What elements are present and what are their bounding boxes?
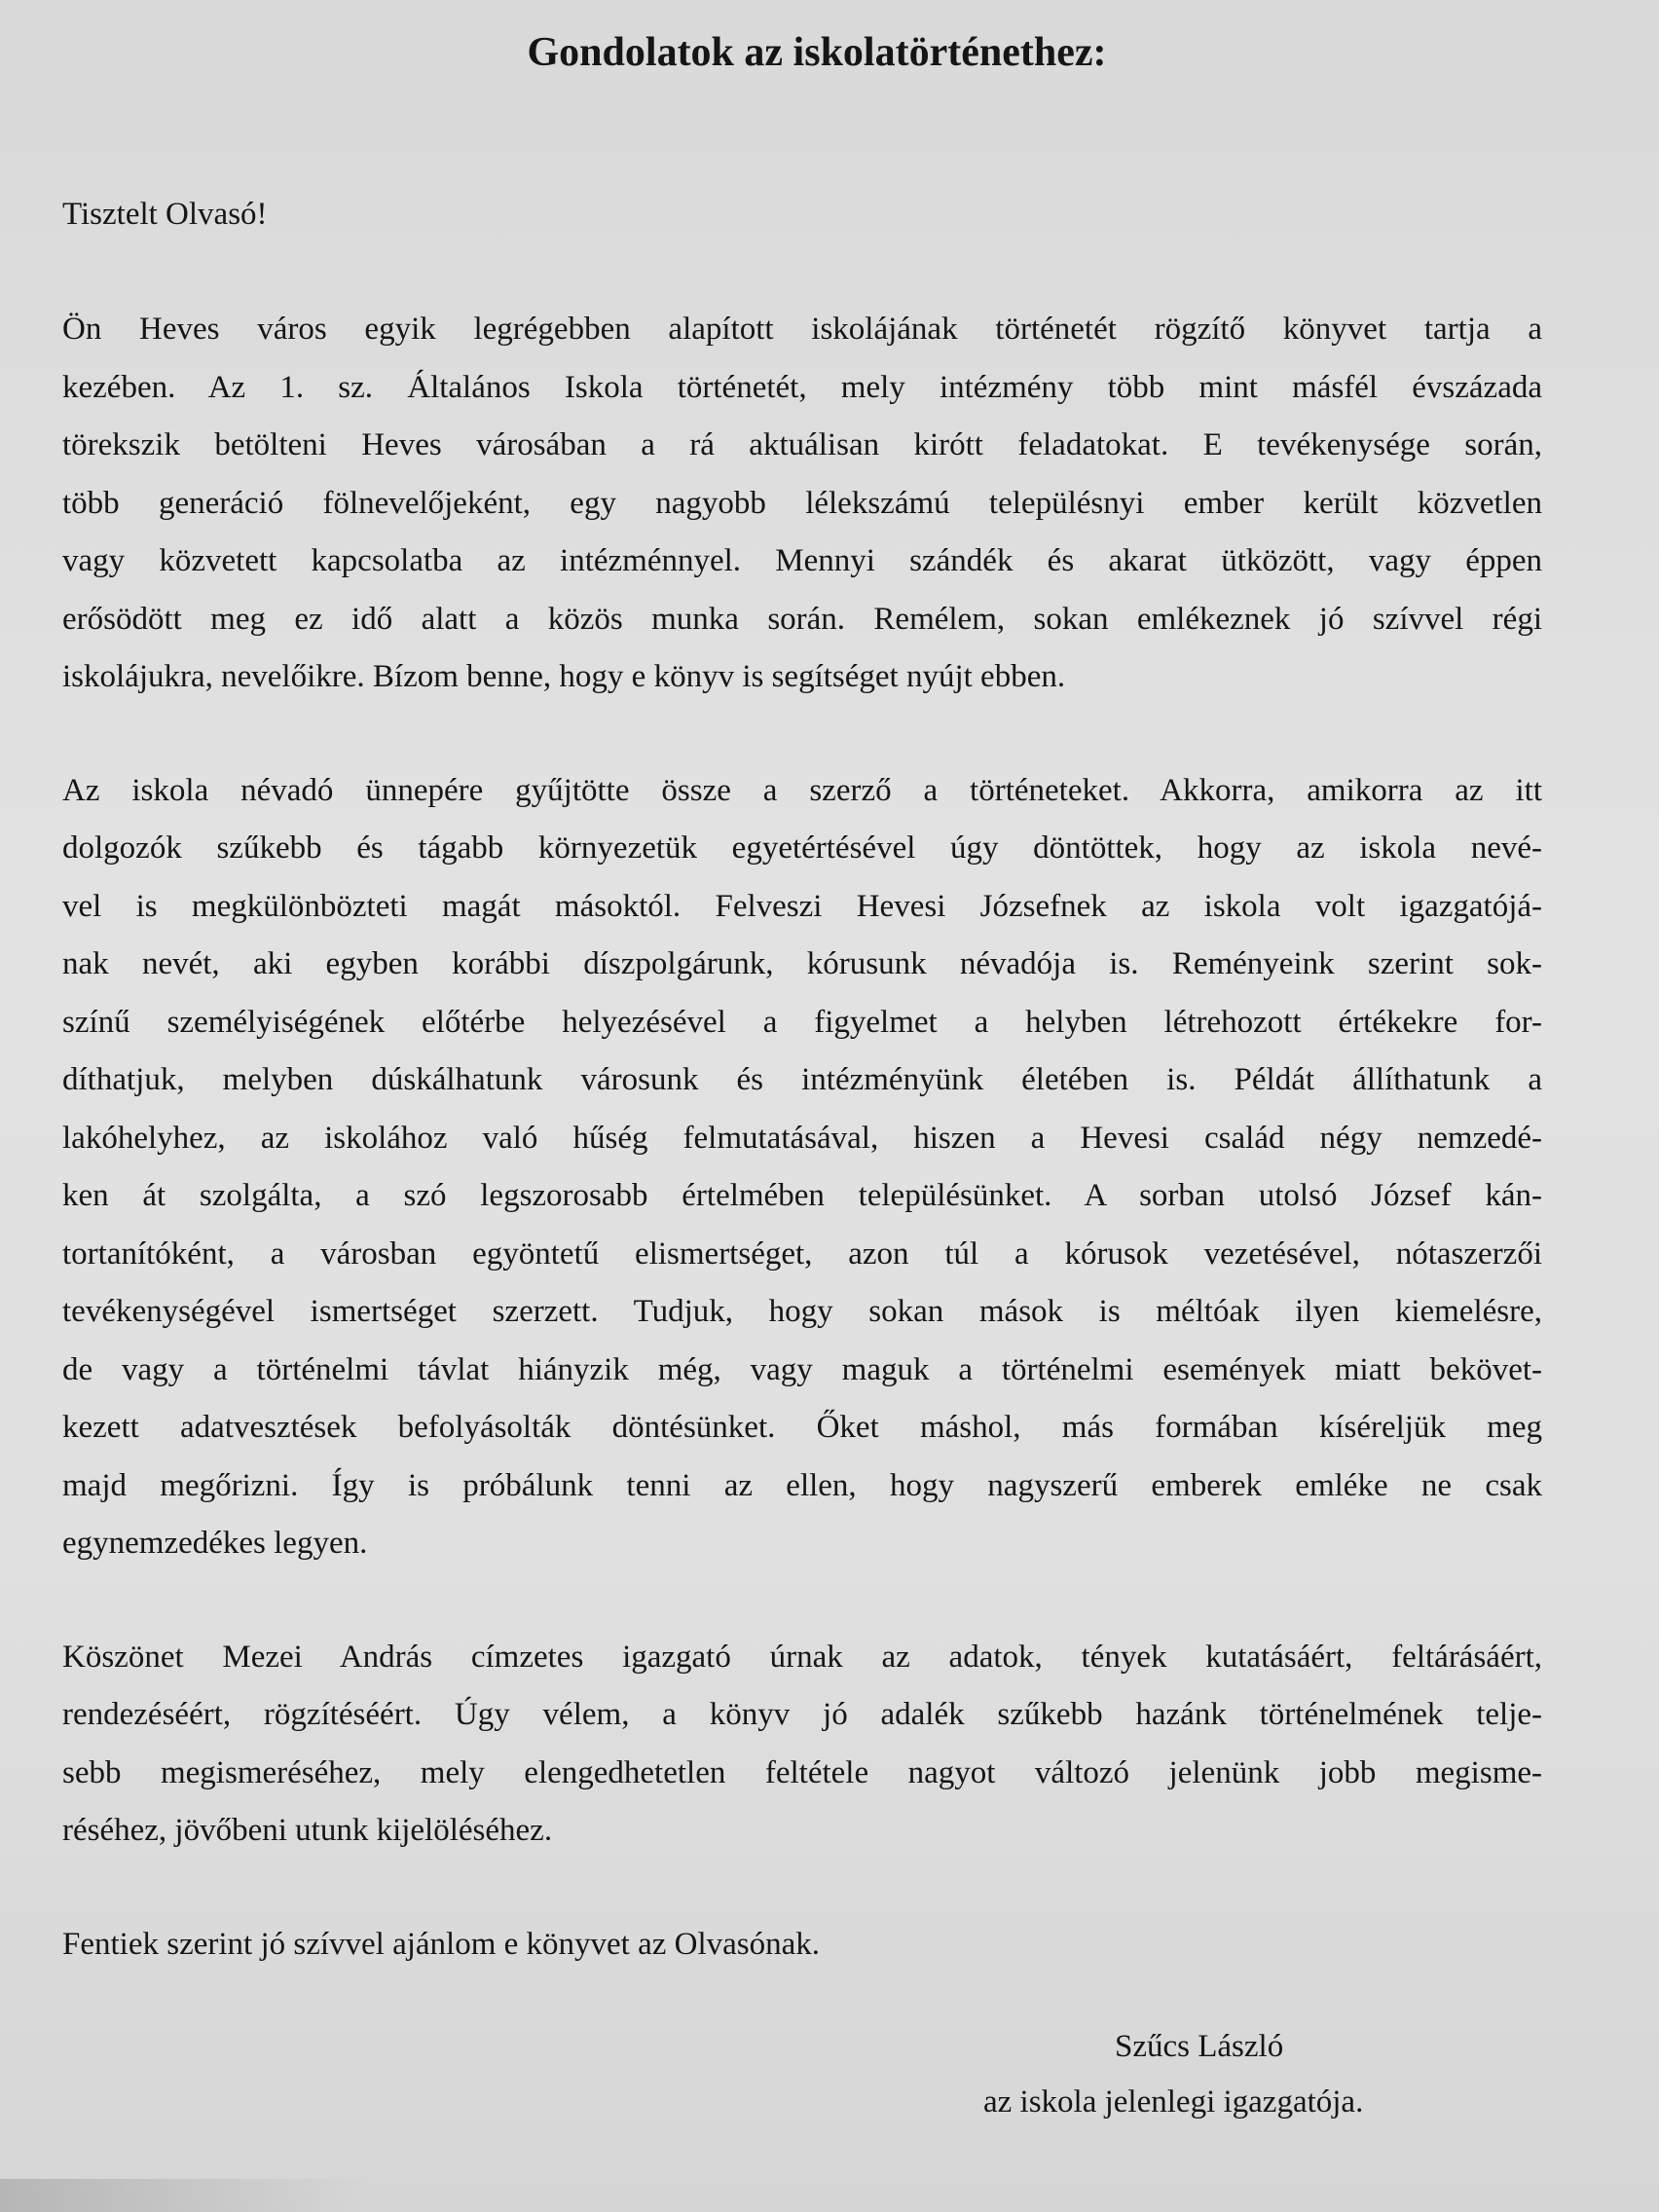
text-line: Fentiek szerint jó szívvel ajánlom e könyvet az Olvasónak.: [62, 1926, 821, 1962]
text-line: majd megőrizni. Így is próbálunk tenni az ellen, hogy nagyszerű emberek emléke ne csak: [62, 1467, 1542, 1503]
signature-block: [983, 2019, 1363, 2130]
text-line: rendezéséért, rögzítéséért. Úgy vélem, a könyv jó adalék szűkebb hazánk történelmének telje-: [62, 1697, 1542, 1732]
text-line: réséhez, jövőbeni utunk kijelöléséhez.: [62, 1813, 553, 1848]
document-body: [62, 29, 1542, 1973]
text-line: sebb megismeréséhez, mely elengedhetetlen feltétele nagyot változó jelenünk jobb megisme-: [62, 1754, 1542, 1790]
watermark-strip: [0, 2179, 374, 2212]
text-line: iskolájukra, nevelőikre. Bízom benne, hogy e könyv is segítséget nyújt ebben.: [62, 659, 1066, 694]
text-line: nak nevét, aki egyben korábbi díszpolgárunk, kórusunk névadója is. Reményeink szerint sok-: [62, 946, 1542, 981]
text-line: tortanítóként, a városban egyöntetű elismertséget, azon túl a kórusok vezetésével, nótaszerzői: [62, 1235, 1542, 1272]
signature-name: Szűcs László: [1115, 2029, 1284, 2064]
text-line: kezében. Az 1. sz. Általános Iskola történetét, mely intézmény több mint másfél évszázada: [62, 369, 1542, 405]
paragraph: [62, 762, 1542, 1573]
paragraph: [62, 301, 1542, 707]
text-line: kezett adatvesztések befolyásolták döntésünket. Őket máshol, más formában kíséreljük meg: [62, 1410, 1542, 1445]
text-line: színű személyiségének előtérbe helyezésével a figyelmet a helyben létrehozott értékekre for-: [62, 1004, 1542, 1040]
text-line: díthatjuk, melyben dúskálhatunk városunk és intézményünk életében is. Példát állíthatunk a: [62, 1062, 1542, 1097]
signature-role: az iskola jelenlegi igazgatója.: [983, 2084, 1364, 2120]
text-line: vagy közvetett kapcsolatba az intézménnyel. Mennyi szándék és akarat ütközött, vagy éppen: [62, 543, 1542, 578]
text-line: dolgozók szűkebb és tágabb környezetük egyetértésével úgy döntöttek, hogy az iskola nevé-: [62, 830, 1542, 866]
text-line: tevékenységével ismertséget szerzett. Tudjuk, hogy sokan mások is méltóak ilyen kiemelésre,: [62, 1294, 1542, 1329]
text-line: ken át szolgálta, a szó legszorosabb értelmében településünket. A sorban utolsó József kán-: [62, 1178, 1542, 1213]
text-line: de vagy a történelmi távlat hiányzik még, vagy maguk a történelmi események miatt bekövet-: [62, 1351, 1542, 1387]
paragraph: [62, 1916, 1542, 1974]
text-line: több generáció fölnevelőjeként, egy nagyobb lélekszámú településnyi ember került közvetlen: [62, 485, 1542, 521]
text-line: törekszik betölteni Heves városában a rá aktuálisan kirótt feladatokat. E tevékenysége során,: [62, 427, 1542, 462]
paragraph: [62, 1629, 1542, 1861]
text-line: lakóhelyhez, az iskolához való hűség felmutatásával, hiszen a Hevesi család négy nemzedé-: [62, 1120, 1542, 1156]
text-line: Köszönet Mezei András címzetes igazgató úrnak az adatok, tények kutatásáért, feltárásáért,: [62, 1639, 1542, 1675]
text-line: egynemzedékes legyen.: [62, 1526, 368, 1561]
text-line: Az iskola névadó ünnepére gyűjtötte össze a szerző a történeteket. Akkorra, amikorra az itt: [62, 772, 1542, 808]
salutation: Tisztelt Olvasó!: [62, 197, 268, 232]
text-line: erősödött meg ez idő alatt a közös munka során. Remélem, sokan emlékeznek jó szívvel régi: [62, 601, 1542, 637]
text-line: Ön Heves város egyik legrégebben alapított iskolájának történetét rögzítő könyvet tartja a: [62, 312, 1542, 347]
page-title: Gondolatok az iskolatörténethez:: [527, 30, 1107, 75]
text-line: vel is megkülönbözteti magát másoktól. Felveszi Hevesi Józsefnek az iskola volt igazgatójá-: [62, 888, 1542, 924]
